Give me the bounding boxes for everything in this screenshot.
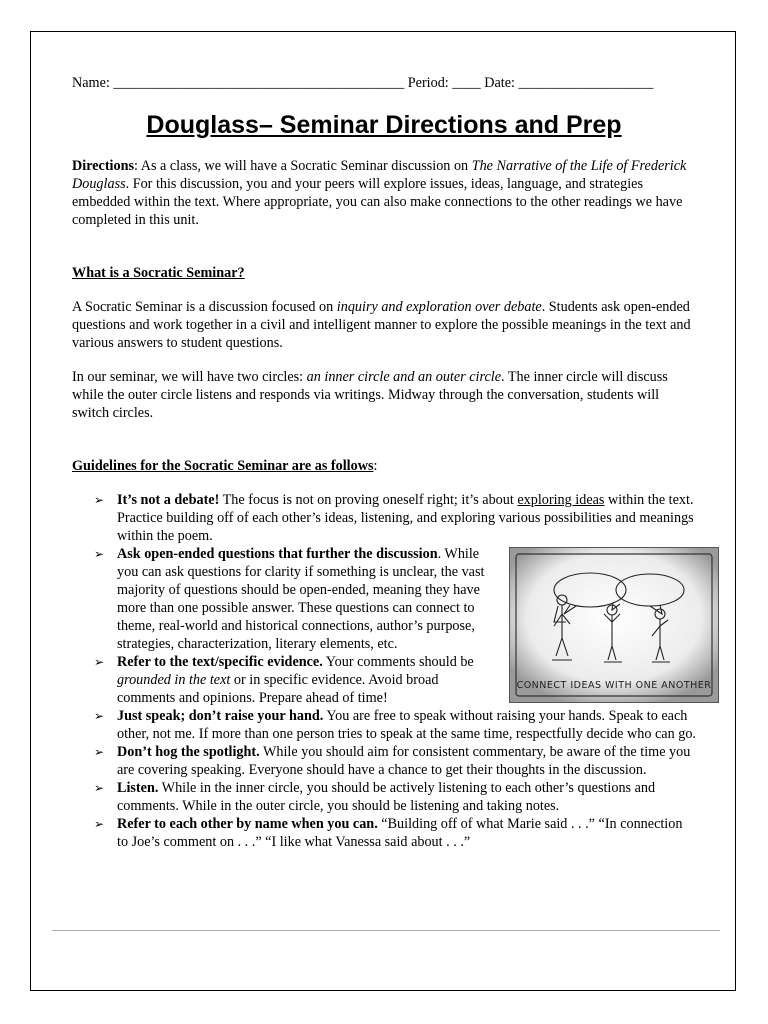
guideline-underline: exploring ideas — [517, 492, 605, 508]
guideline-text-continued: within the text. Practice building off of each other’s ideas, listening, and exploring various possibilities and meanings within the poem. — [117, 492, 694, 544]
arrow-bullet-icon: ➢ — [94, 709, 105, 723]
guidelines-heading: Guidelines for the Socratic Seminar are as follows — [72, 458, 374, 474]
guideline-text: The focus is not on proving oneself right; it’s about — [219, 492, 518, 508]
guideline-title: It’s not a debate! — [117, 492, 220, 508]
what-is-text-continued: . Students ask open-ended questions and work together in a civil and intelligent manner to explore the possible meanings in the text and various answers to student questions. — [72, 299, 691, 351]
book-title: The Narrative of the Life of Frederick Douglass — [72, 158, 687, 192]
arrow-bullet-icon: ➢ — [94, 745, 105, 759]
circles-text-continued: . The inner circle will discuss while the outer circle listens and responds via writings. Midway through the conversation, students will switch circles. — [72, 369, 668, 421]
list-item — [72, 707, 696, 743]
guideline-text: You are free to speak without raising your hands. Speak to each other, not me. If more than one person tries to speak at the same time, respectfully decide who can go. — [117, 708, 696, 742]
guideline-title: Listen. — [117, 780, 159, 796]
name-blank: _________________________________________ — [113, 75, 405, 91]
guideline-title: Don’t hog the spotlight. — [117, 744, 260, 760]
illustration-caption: CONNECT IDEAS WITH ONE ANOTHER — [516, 680, 712, 691]
guideline-text: “Building off of what Marie said . . .” “In connection to Joe’s comment on . . .” “I like what Vanessa said about . . .” — [117, 816, 683, 850]
period-blank: ____ — [452, 75, 481, 91]
guideline-text: . While you can ask questions for clarity if something is unclear, the vast majority of questions should be open-ended, meaning they have more than one possible answer. These questions can connect to theme, real-world and historical connections, author’s purpose, strategies, characterization, literary elements, etc. — [117, 546, 485, 652]
directions-paragraph — [72, 157, 696, 229]
guideline-title: Just speak; don’t raise your hand. — [117, 708, 324, 724]
arrow-bullet-icon: ➢ — [94, 493, 105, 507]
period-label: Period: — [407, 75, 449, 91]
guideline-text: While you should aim for consistent commentary, be aware of the time you are covering speaking. Everyone should have a chance to get their thoughts in the discussion. — [117, 744, 691, 778]
what-is-text: A Socratic Seminar is a discussion focused on — [72, 299, 337, 315]
list-item — [72, 491, 696, 545]
guideline-title: Refer to each other by name when you can. — [117, 816, 378, 832]
guidelines-list — [72, 491, 712, 851]
worksheet-content — [72, 74, 712, 851]
guidelines-colon: : — [373, 458, 378, 474]
guideline-title: Refer to the text/specific evidence. — [117, 654, 323, 670]
list-item — [72, 653, 696, 707]
page-title: Douglass– Seminar Directions and Prep — [146, 111, 622, 139]
guidelines-heading-line — [72, 457, 696, 475]
guideline-text: Your comments should be — [322, 654, 474, 670]
guideline-emphasis: grounded in the text — [117, 672, 231, 688]
arrow-bullet-icon: ➢ — [94, 655, 105, 669]
arrow-bullet-icon: ➢ — [94, 781, 105, 795]
what-is-emphasis: inquiry and exploration over debate — [336, 299, 542, 315]
what-is-paragraph-1 — [72, 298, 696, 352]
arrow-bullet-icon: ➢ — [94, 547, 105, 561]
directions-label: Directions — [72, 158, 134, 174]
guideline-text-continued: or in specific evidence. Avoid broad comments and opinions. Prepare ahead of time! — [117, 672, 439, 706]
list-item — [72, 815, 696, 851]
date-label: Date: — [484, 75, 515, 91]
circles-text: In our seminar, we will have two circles: — [72, 369, 307, 385]
header-line — [72, 74, 696, 92]
footer-divider — [52, 930, 720, 931]
date-blank: ___________________ — [518, 75, 654, 91]
arrow-bullet-icon: ➢ — [94, 817, 105, 831]
directions-text-continued: . For this discussion, you and your peers will explore issues, ideas, language, and strategies embedded within the text. Where appropriate, you can also make connections to the other readings we have completed in this unit. — [72, 176, 683, 228]
list-item — [72, 743, 696, 779]
what-is-paragraph-2 — [72, 368, 696, 422]
circles-emphasis: an inner circle and an outer circle — [306, 369, 502, 385]
guideline-text: While in the inner circle, you should be actively listening to each other’s questions and comments. While in the outer circle, you should be listening and taking notes. — [117, 780, 656, 814]
name-label: Name: — [72, 75, 110, 91]
directions-text: : As a class, we will have a Socratic Seminar discussion on — [134, 158, 472, 174]
what-is-heading: What is a Socratic Seminar? — [72, 265, 245, 281]
guideline-title: Ask open-ended questions that further the discussion — [117, 546, 438, 562]
list-item — [72, 779, 696, 815]
